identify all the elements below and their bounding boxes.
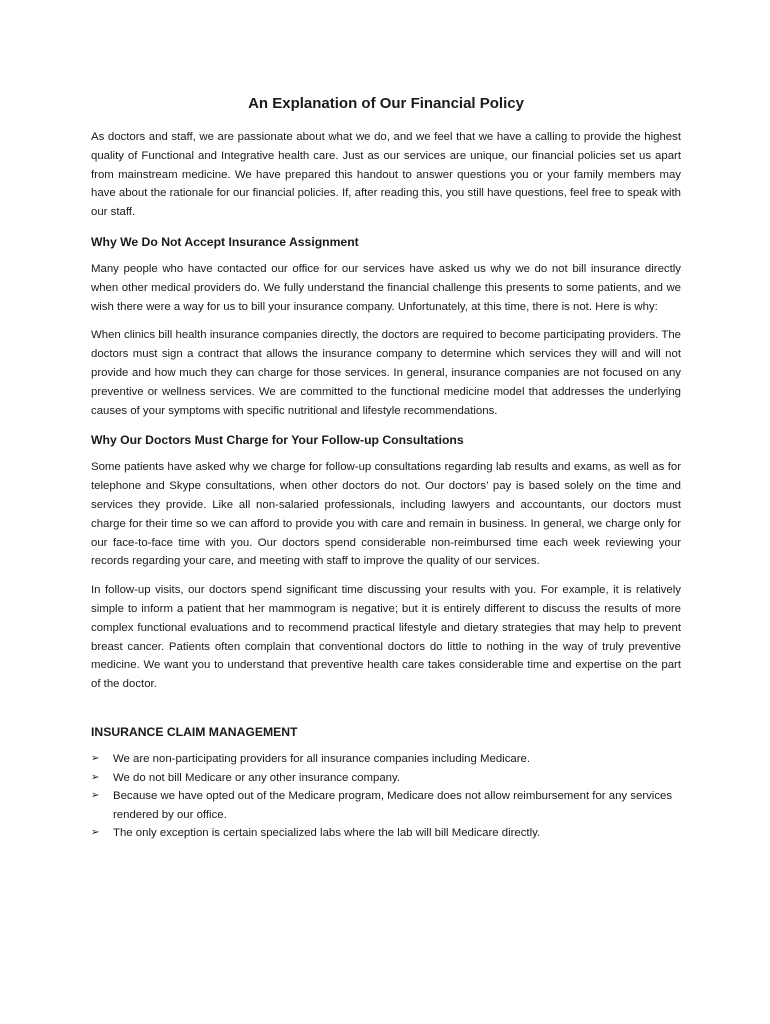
paragraph: When clinics bill health insurance companies directly, the doctors are required to become participating providers. The doctors must sign a contract that allows the insurance company to determine which services they will and will not provide and how much they can charge for those services. In general, insurance companies are not focused on any preventive or wellness services. We are committed to the functional medicine model that addresses the underlying causes of your symptoms with specific nutritional and lifestyle recommendations. [91, 329, 681, 417]
paragraph: Some patients have asked why we charge for follow-up consultations regarding lab results and exams, as well as for telephone and Skype consultations, when other doctors do not. Our doctors’ pay is based solely on the time and services they provide. Like all non-salaried professionals, including lawyers and accountants, our doctors must charge for their time so we can afford to provide you with care and remain in business. In general, we charge only for our face-to-face time with you. Our doctors spend considerable non-reimbursed time each week reviewing your records regarding your care, and meeting with staff to improve the quality of our services. [91, 461, 681, 568]
list-item [91, 824, 681, 843]
page-title: An Explanation of Our Financial Policy [248, 95, 524, 112]
paragraph: Many people who have contacted our office for our services have asked us why we do not bill insurance directly when other medical providers do. We fully understand the financial challenge this presents to some patients, and we wish there were a way for us to bill your insurance company. Unfortunately, at this time, there is not. Here is why: [91, 262, 681, 313]
arrow-bullet-icon: ➢ [91, 752, 100, 764]
list-item [91, 787, 681, 824]
bullet-list [91, 750, 681, 843]
list-item-text: Because we have opted out of the Medicare program, Medicare does not allow reimbursement for any services rendered by our office. [113, 790, 673, 821]
section-heading-follow-up-consultations: Why Our Doctors Must Charge for Your Follow-up Consultations [91, 433, 464, 448]
arrow-bullet-icon: ➢ [91, 827, 100, 839]
list-item-text: We do not bill Medicare or any other insurance company. [113, 771, 401, 784]
arrow-bullet-icon: ➢ [91, 790, 100, 802]
arrow-bullet-icon: ➢ [91, 771, 100, 783]
paragraph: In follow-up visits, our doctors spend significant time discussing your results with you. For example, it is relatively simple to inform a patient that her mammogram is negative; but it is entirely different to discuss the results of more complex functional evaluations and to recommend practical lifestyle and dietary strategies that may help to prevent breast cancer. Patients often complain that conventional doctors do little to nothing in the way of truly preventive medicine. We want you to understand that preventive health care takes considerable time and expertise on the part of the doctor. [91, 584, 681, 691]
section-heading-insurance-claim-management: INSURANCE CLAIM MANAGEMENT [91, 724, 298, 739]
list-item-text: We are non-participating providers for all insurance companies including Medicare. [113, 752, 531, 765]
section-heading-insurance-assignment: Why We Do Not Accept Insurance Assignment [91, 234, 359, 249]
intro-paragraph: As doctors and staff, we are passionate about what we do, and we feel that we have a calling to provide the highest quality of Functional and Integrative health care. Just as our services are unique, our financial policies set us apart from mainstream medicine. We have prepared this handout to answer questions you or your family members may have about the rationale for our financial policies. If, after reading this, you still have questions, feel free to speak with our staff. [91, 131, 681, 219]
list-item-text: The only exception is certain specialized labs where the lab will bill Medicare directly. [113, 827, 541, 840]
list-item [91, 750, 681, 769]
list-item [91, 769, 681, 788]
